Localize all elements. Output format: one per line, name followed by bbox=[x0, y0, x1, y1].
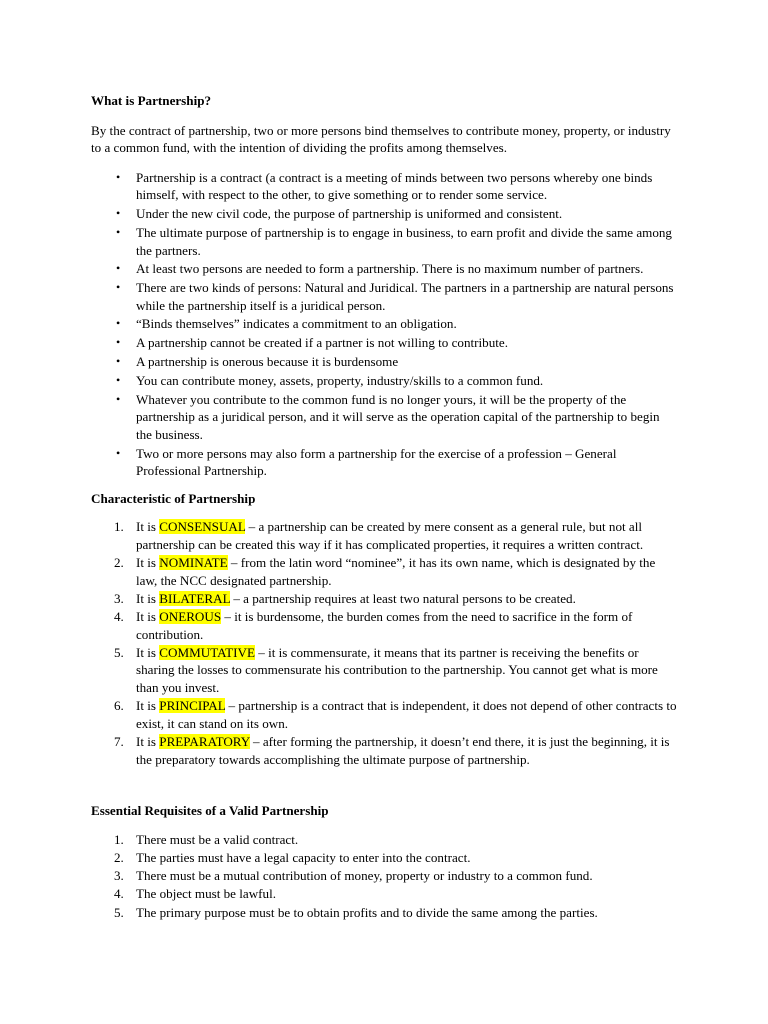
list-number: 3. bbox=[114, 590, 124, 606]
characteristic-item bbox=[91, 608, 678, 643]
highlighted-term: BILATERAL bbox=[159, 590, 231, 606]
intro-paragraph: By the contract of partnership, two or more persons bind themselves to contribute money, property, or industry to a common fund, with the intention of dividing the profits among themselves. bbox=[91, 122, 671, 156]
bullet-icon: • bbox=[116, 391, 121, 406]
characteristic-text: – partnership is a contract that is independent, it does not depend of other contracts to exist, it can stand on its own. bbox=[136, 698, 677, 731]
characteristic-item bbox=[91, 697, 678, 732]
characteristics-list bbox=[91, 518, 678, 768]
list-number: 4. bbox=[114, 609, 124, 625]
bullet-item bbox=[91, 334, 678, 352]
bullet-item bbox=[91, 260, 678, 278]
highlighted-term: COMMUTATIVE bbox=[159, 644, 255, 660]
bullet-text: “Binds themselves” indicates a commitment to an obligation. bbox=[136, 316, 457, 332]
characteristic-text: – a partnership requires at least two natural persons to be created. bbox=[230, 590, 576, 606]
bullet-icon: • bbox=[116, 354, 121, 369]
highlighted-term: PRINCIPAL bbox=[159, 698, 226, 714]
characteristic-item bbox=[91, 590, 678, 608]
bullet-text: Two or more persons may also form a partnership for the exercise of a profession – General Professional Partnership. bbox=[136, 445, 617, 479]
bullet-icon: • bbox=[116, 169, 121, 184]
bullet-text: The ultimate purpose of partnership is to engage in business, to earn profit and divide the same among the partners. bbox=[136, 224, 672, 258]
bullet-item bbox=[91, 372, 678, 390]
bullet-text: Under the new civil code, the purpose of partnership is uniformed and consistent. bbox=[136, 206, 563, 222]
characteristic-item bbox=[91, 644, 678, 697]
bullet-item bbox=[91, 391, 678, 444]
characteristic-text: – it is commensurate, it means that its partner is receiving the benefits or sharing the losses to commensurate his contribution to the partnership. You cannot get what is more than you invest. bbox=[136, 644, 658, 696]
list-number: 5. bbox=[114, 904, 124, 920]
requisite-item bbox=[91, 885, 678, 903]
requisite-text: The parties must have a legal capacity to enter into the contract. bbox=[136, 850, 471, 865]
bullet-item bbox=[91, 224, 678, 259]
characteristic-item bbox=[91, 554, 678, 589]
list-number: 6. bbox=[114, 698, 124, 714]
bullet-item bbox=[91, 445, 678, 480]
requisite-item bbox=[91, 904, 678, 922]
characteristic-prefix: It is bbox=[136, 590, 160, 606]
bullet-text: Partnership is a contract (a contract is a meeting of minds between two persons whereby one binds himself, with respect to the other, to give something or to render some service. bbox=[136, 169, 653, 203]
bullet-icon: • bbox=[116, 335, 121, 350]
requisites-list bbox=[91, 831, 678, 921]
requisite-item bbox=[91, 831, 678, 849]
bullet-text: There are two kinds of persons: Natural and Juridical. The partners in a partnership are natural persons while the partnership itself is a juridical person. bbox=[136, 280, 674, 313]
bullet-text: At least two persons are needed to form a partnership. There is no maximum number of partners. bbox=[136, 261, 644, 277]
bullet-text: You can contribute money, assets, property, industry/skills to a common fund. bbox=[136, 372, 544, 388]
requisite-text: The object must be lawful. bbox=[136, 886, 276, 902]
characteristic-text: – it is burdensome, the burden comes from the need to sacrifice in the form of contribution. bbox=[136, 609, 633, 642]
characteristic-item bbox=[91, 733, 678, 768]
bullet-item bbox=[91, 205, 678, 223]
characteristic-prefix: It is bbox=[136, 519, 160, 535]
heading-what-is-partnership: What is Partnership? bbox=[91, 93, 212, 108]
bullet-icon: • bbox=[116, 224, 121, 239]
characteristic-text: – after forming the partnership, it doesn’t end there, it is just the beginning, it is the preparatory towards accomplishing the ultimate purpose of partnership. bbox=[136, 734, 670, 767]
list-number: 3. bbox=[114, 868, 124, 884]
heading-requisites: Essential Requisites of a Valid Partnership bbox=[91, 803, 329, 819]
bullet-item bbox=[91, 169, 678, 204]
requisite-text: There must be a valid contract. bbox=[136, 831, 299, 847]
requisite-text: The primary purpose must be to obtain profits and to divide the same among the parties. bbox=[136, 904, 598, 920]
characteristic-item bbox=[91, 518, 678, 553]
bullet-text: A partnership cannot be created if a partner is not willing to contribute. bbox=[136, 335, 508, 351]
list-number: 7. bbox=[114, 734, 124, 750]
list-number: 2. bbox=[114, 850, 124, 865]
bullet-icon: • bbox=[116, 280, 121, 295]
characteristic-prefix: It is bbox=[136, 644, 160, 660]
highlighted-term: ONEROUS bbox=[159, 609, 222, 625]
list-number: 1. bbox=[114, 831, 124, 847]
bullet-item bbox=[91, 279, 678, 314]
bullet-icon: • bbox=[116, 206, 121, 221]
list-number: 2. bbox=[114, 555, 124, 571]
characteristic-prefix: It is bbox=[136, 734, 160, 750]
bullet-icon: • bbox=[116, 372, 121, 387]
characteristic-prefix: It is bbox=[136, 555, 160, 571]
bullet-item bbox=[91, 353, 678, 371]
requisite-text: There must be a mutual contribution of money, property or industry to a common fund. bbox=[136, 868, 593, 884]
bullet-icon: • bbox=[116, 445, 121, 460]
bullet-icon: • bbox=[116, 316, 121, 331]
partnership-bullet-list bbox=[91, 169, 678, 480]
bullet-text: Whatever you contribute to the common fund is no longer yours, it will be the property of the partnership as a juridical person, and it will serve as the operation capital of the partnership to begin the business. bbox=[136, 391, 660, 442]
characteristic-prefix: It is bbox=[136, 609, 160, 625]
characteristic-text: – a partnership can be created by mere consent as a general rule, but not all partnership can be created this way if it has complicated properties, it requires a written contract. bbox=[136, 519, 644, 552]
characteristic-prefix: It is bbox=[136, 698, 160, 714]
list-number: 5. bbox=[114, 644, 124, 660]
highlighted-term: PREPARATORY bbox=[159, 734, 250, 750]
highlighted-term: NOMINATE bbox=[159, 555, 228, 571]
bullet-text: A partnership is onerous because it is burdensome bbox=[136, 354, 399, 370]
bullet-icon: • bbox=[116, 261, 121, 276]
list-number: 4. bbox=[114, 886, 124, 902]
highlighted-term: CONSENSUAL bbox=[159, 519, 246, 535]
list-number: 1. bbox=[114, 519, 124, 535]
requisite-item bbox=[91, 849, 678, 867]
heading-characteristic: Characteristic of Partnership bbox=[91, 490, 256, 506]
bullet-item bbox=[91, 315, 678, 333]
requisite-item bbox=[91, 867, 678, 885]
characteristic-text: – from the latin word “nominee”, it has its own name, which is designated by the law, the NCC designated partnership. bbox=[136, 555, 656, 588]
